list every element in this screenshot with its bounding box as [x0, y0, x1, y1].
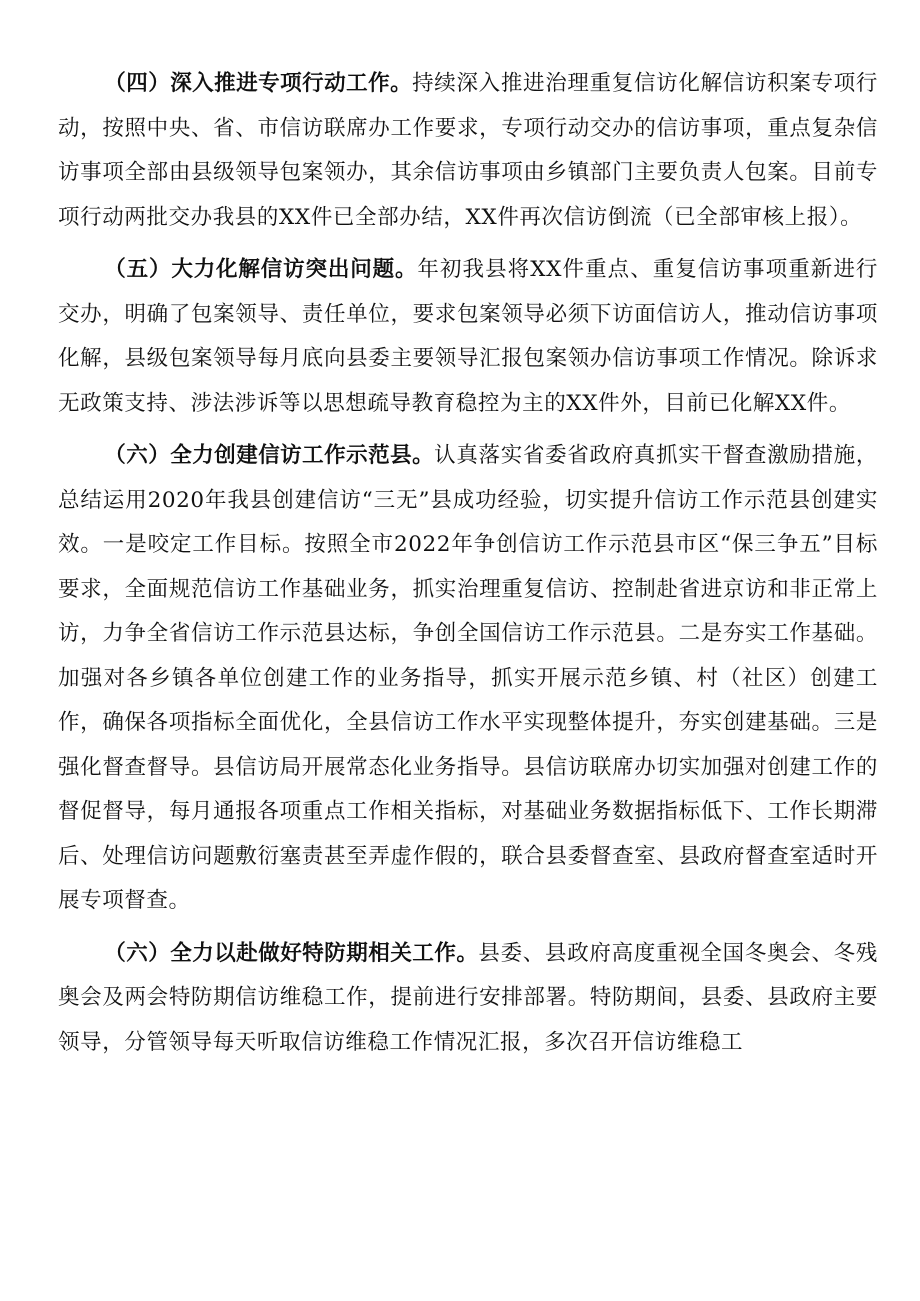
paragraph-heading: （四）深入推进专项行动工作。: [104, 71, 413, 96]
paragraph-body: 认真落实省委省政府真抓实干督查激励措施，总结运用2020年我县创建信访“三无”县成功经验，切实提升信访工作示范县创建实效。一是咬定工作目标。按照全市2022年争创信访工作示范县市区“保三争五”目标要求，全面规范信访工作基础业务，抓实治理重复信访、控制赴省进京访和非正常上访，力争全省信访工作示范县达标，争创全国信访工作示范县。二是夯实工作基础。加强对各乡镇各单位创建工作的业务指导，抓实开展示范乡镇、村（社区）创建工作，确保各项指标全面优化，全县信访工作水平实现整体提升，夯实创建基础。三是强化督查督导。县信访局开展常态化业务指导。县信访联席办切实加强对创建工作的督促督导，每月通报各项重点工作相关指标，对基础业务数据指标低下、工作长期滞后、处理信访问题敷衍塞责甚至弄虚作假的，联合县委督查室、县政府督查室适时开展专项督查。: [58, 443, 878, 913]
paragraph-body: 年初我县将XX件重点、重复信访事项重新进行交办，明确了包案领导、责任单位，要求包案领导必须下访面信访人，推动信访事项化解，县级包案领导每月底向县委主要领导汇报包案领办信访事项工作情况。除诉求无政策支持、涉法涉诉等以思想疏导教育稳控为主的XX件外，目前已化解XX件。: [58, 257, 879, 416]
paragraph-5-resolve-issues: [58, 248, 878, 426]
paragraph-6-demonstration-county: [58, 434, 878, 924]
paragraph-heading: （六）全力创建信访工作示范县。: [104, 443, 435, 468]
paragraph-heading: （六）全力以赴做好特防期相关工作。: [104, 940, 479, 966]
paragraph-4-special-action: [58, 62, 878, 240]
paragraph-heading: （五）大力化解信访突出问题。: [104, 257, 418, 282]
paragraph-body: 县委、县政府高度重视全国冬奥会、冬残奥会及两会特防期信访维稳工作，提前进行安排部署。特防期间，县委、县政府主要领导，分管领导每天听取信访维稳工作情况汇报，多次召开信访维稳工: [58, 940, 878, 1055]
document-page: [58, 62, 878, 1073]
paragraph-6-special-period: [58, 932, 878, 1066]
paragraph-body: 持续深入推进治理重复信访化解信访积案专项行动，按照中央、省、市信访联席办工作要求，专项行动交办的信访事项，重点复杂信访事项全部由县级领导包案领办，其余信访事项由乡镇部门主要负责人包案。目前专项行动两批交办我县的XX件已全部办结，XX件再次信访倒流（已全部审核上报）。: [58, 71, 878, 230]
